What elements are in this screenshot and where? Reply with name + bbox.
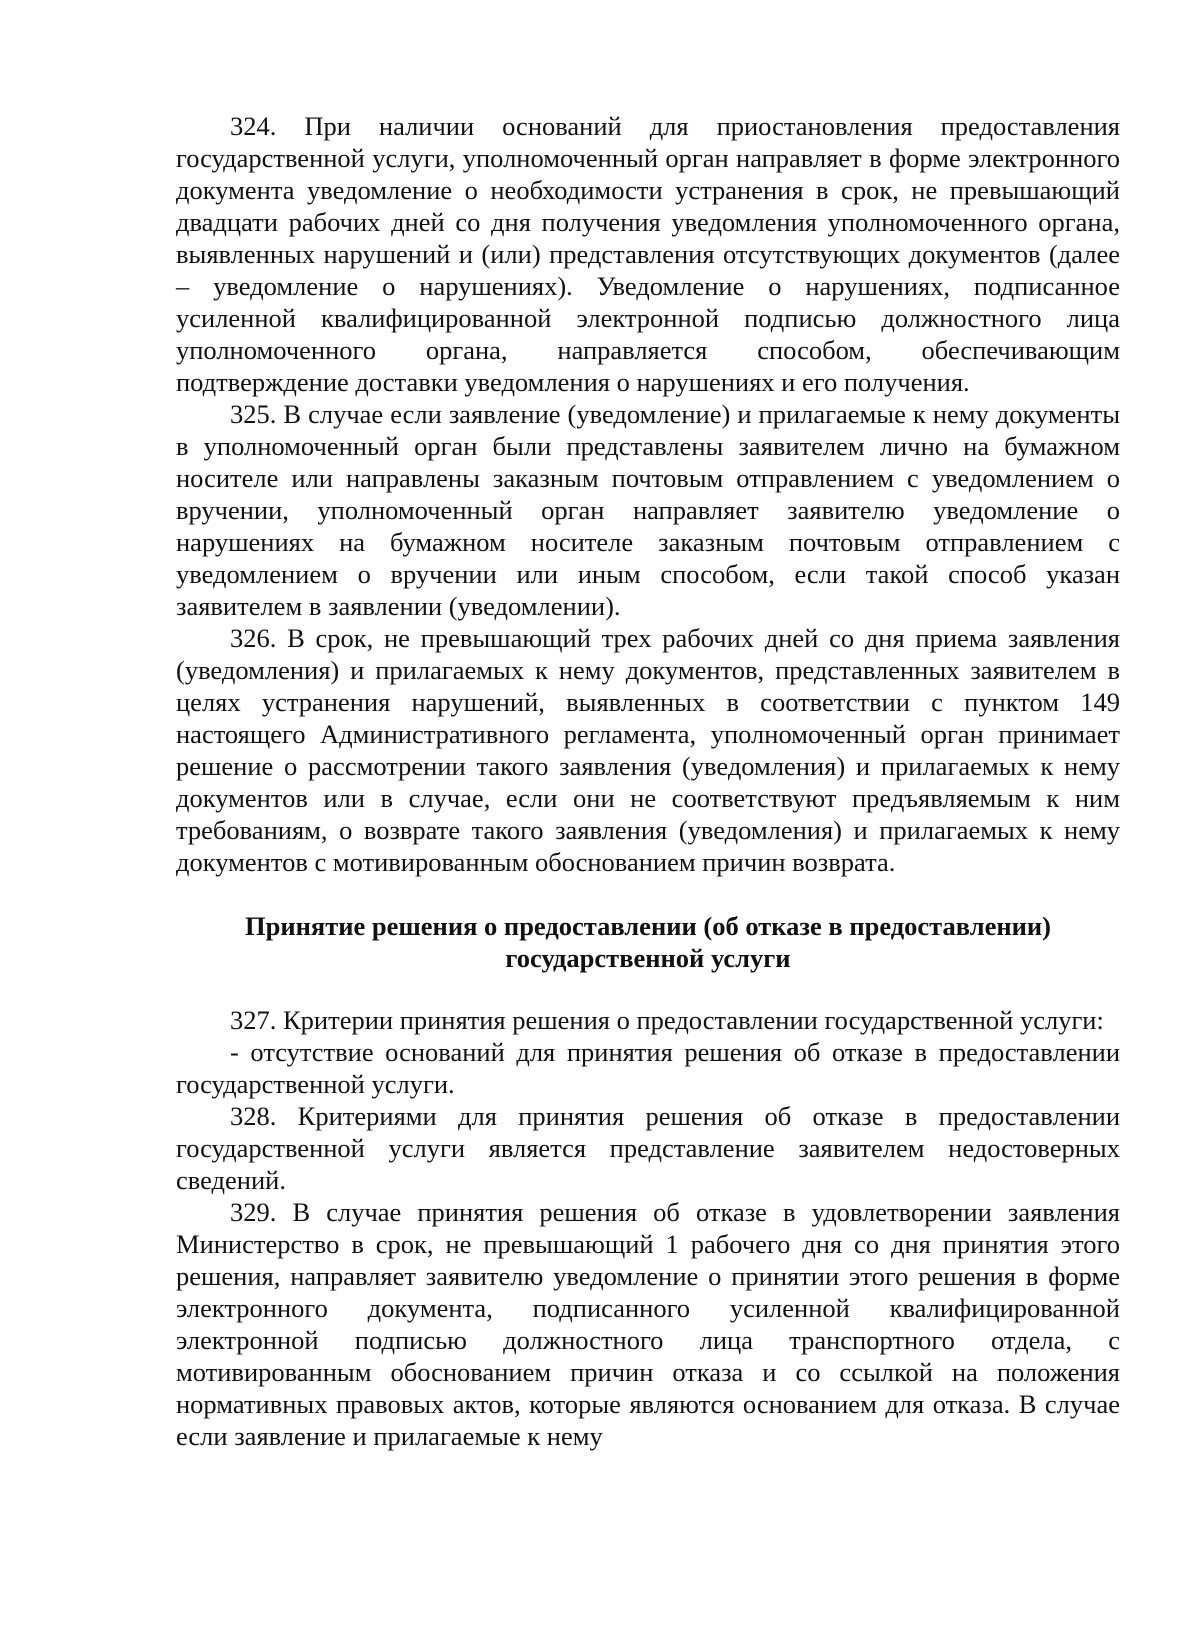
section-heading-line-1: Принятие решения о предоставлении (об отказе в предоставлении) (245, 911, 1051, 941)
paragraph-325: 325. В случае если заявление (уведомление) и прилагаемые к нему документы в уполномоченный орган были представлены заявителем лично на бумажном носителе или направлены заказным почтовым отправлением с уведомлением о вручении, уполномоченный орган направляет заявителю уведомление о нарушениях на бумажном носителе заказным почтовым отправлением с уведомлением о вручении или иным способом, если такой способ указан заявителем в заявлении (уведомлении). (176, 399, 1120, 621)
document-body (176, 110, 1120, 1452)
paragraph-329: 329. В случае принятия решения об отказе в удовлетворении заявления Министерство в срок, не превышающий 1 рабочего дня со дня принятия этого решения, направляет заявителю уведомление о принятии этого решения в форме электронного документа, подписанного усиленной квалифицированной электронной подписью должностного лица транспортного отдела, с мотивированным обоснованием причин отказа и со ссылкой на положения нормативных правовых актов, которые являются основанием для отказа. В случае если заявление и прилагаемые к нему (176, 1197, 1120, 1451)
section-heading (176, 910, 1120, 974)
section-heading-line-2: государственной услуги (505, 943, 791, 973)
paragraph-327: 327. Критерии принятия решения о предоставлении государственной услуги: (230, 1005, 1104, 1035)
list-item-criterion: - отсутствие оснований для принятия решения об отказе в предоставлении государственной услуги. (176, 1037, 1120, 1099)
paragraph-324: 324. При наличии оснований для приостановления предоставления государственной услуги, уполномоченный орган направляет в форме электронного документа уведомление о необходимости устранения в срок, не превышающий двадцати рабочих дней со дня получения уведомления уполномоченного органа, выявленных нарушений и (или) представления отсутствующих документов (далее – уведомление о нарушениях). Уведомление о нарушениях, подписанное усиленной квалифицированной электронной подписью должностного лица уполномоченного органа, направляется способом, обеспечивающим подтверждение доставки уведомления о нарушениях и его получения. (176, 111, 1120, 397)
paragraph-326: 326. В срок, не превышающий трех рабочих дней со дня приема заявления (уведомления) и прилагаемых к нему документов, представленных заявителем в целях устранения нарушений, выявленных в соответствии с пунктом 149 настоящего Административного регламента, уполномоченный орган принимает решение о рассмотрении такого заявления (уведомления) и прилагаемых к нему документов или в случае, если они не соответствуют предъявляемым к ним требованиям, о возврате такого заявления (уведомления) и прилагаемых к нему документов с мотивированным обоснованием причин возврата. (176, 623, 1120, 877)
paragraph-328: 328. Критериями для принятия решения об отказе в предоставлении государственной услуги является представление заявителем недостоверных сведений. (176, 1101, 1120, 1195)
